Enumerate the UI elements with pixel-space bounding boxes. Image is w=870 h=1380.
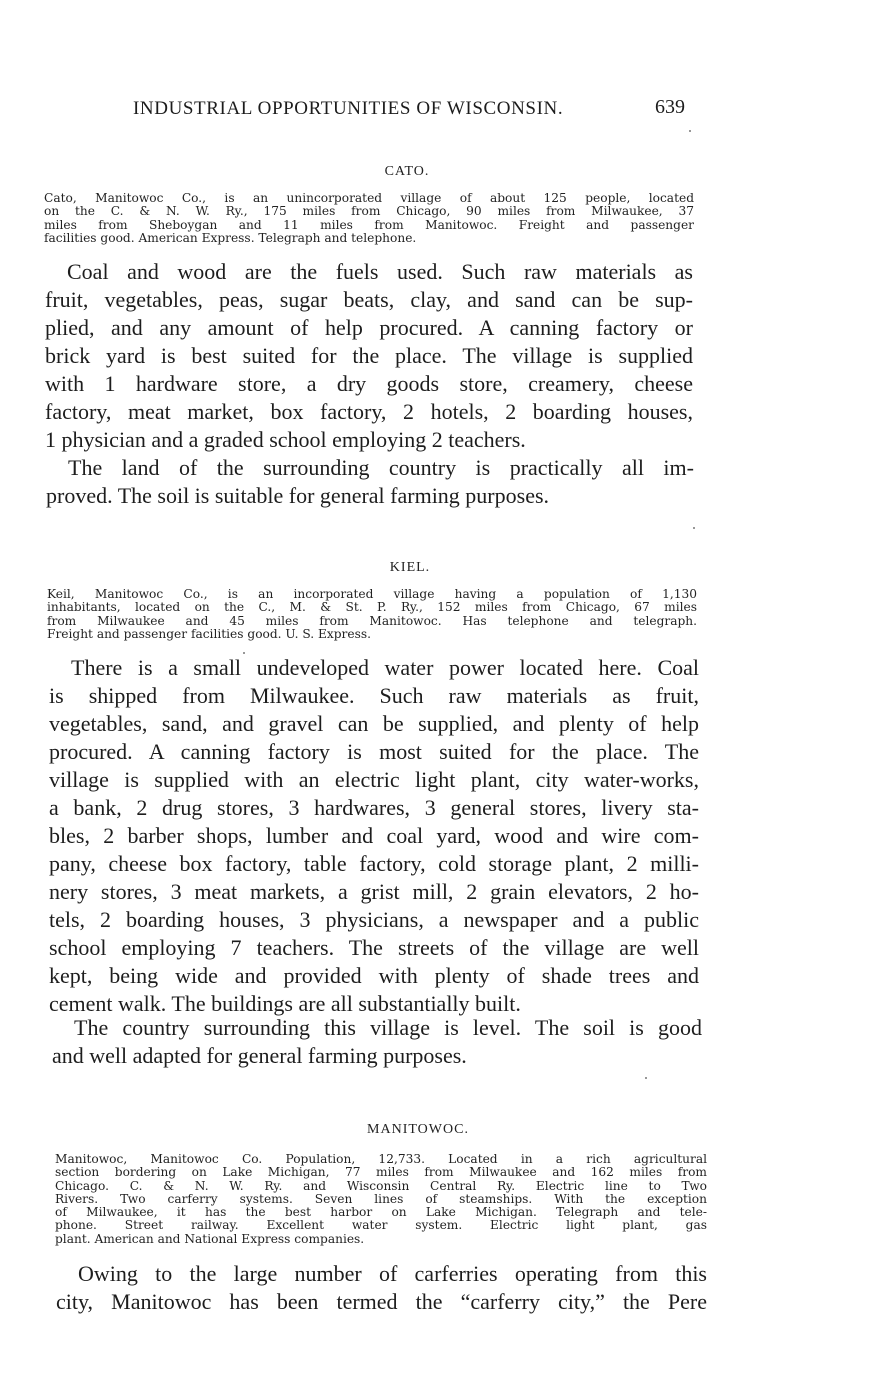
scan-speck [645,1077,647,1079]
running-title: INDUSTRIAL OPPORTUNITIES OF WISCONSIN. [133,98,564,119]
page-number: 639 [655,96,685,118]
text-line: pany, cheese box factory, table factory, cold storage plant, 2 milli- [49,851,699,876]
paragraph-kiel-2 [52,1014,702,1070]
section-heading-manitowoc: MANITOWOC. [367,1122,469,1137]
section-heading-cato: CATO. [384,164,430,179]
text-line: brick yard is best suited for the place. The village is supplied [45,343,693,368]
text-line: There is a small undeveloped water power located here. Coal [71,655,699,680]
info-line: Chicago. C. & N. W. Ry. and Wisconsin Central Ry. Electric line to Two [55,1178,707,1193]
text-line: plied, and any amount of help procured. A canning factory or [45,315,693,340]
text-line: The land of the surrounding country is practically all im- [68,455,694,480]
info-line: phone. Street railway. Excellent water system. Electric light plant, gas [55,1218,707,1233]
info-line: Freight and passenger facilities good. U. S. Express. [47,626,371,641]
paragraph-kiel-1 [49,654,699,1018]
text-line: tels, 2 boarding houses, 3 physicians, a newspaper and a public [49,907,699,932]
text-line: cement walk. The buildings are all substantially built. [49,991,521,1016]
text-line: school employing 7 teachers. The streets of the village are well [49,935,699,960]
text-line: proved. The soil is suitable for general farming purposes. [46,483,550,508]
info-line: section bordering on Lake Michigan, 77 miles from Milwaukee and 162 miles from [55,1165,707,1180]
text-line: factory, meat market, box factory, 2 hotels, 2 boarding houses, [45,399,693,424]
info-line: of Milwaukee, it has the best harbor on Lake Michigan. Telegraph and tele- [55,1205,707,1220]
scan-speck [243,652,245,654]
scan-speck [689,130,691,132]
text-line: city, Manitowoc has been termed the “carferry city,” the Pere [56,1289,707,1314]
info-line: on the C. & N. W. Ry., 175 miles from Chicago, 90 miles from Milwaukee, 37 [44,204,694,219]
info-line: miles from Sheboygan and 11 miles from Manitowoc. Freight and passenger [44,217,694,232]
info-line: Keil, Manitowoc Co., is an incorporated village having a population of 1,130 [47,587,697,601]
info-line: Cato, Manitowoc Co., is an unincorporated village of about 125 people, located [44,191,694,205]
paragraph-cato-1 [45,258,693,454]
text-line: Owing to the large number of carferries operating from this [78,1261,707,1286]
section-info-cato [44,192,694,245]
paragraph-manitowoc-1 [56,1260,707,1316]
text-line: vegetables, sand, and gravel can be supplied, and plenty of help [49,711,699,736]
section-info-kiel [47,588,697,641]
info-line: Manitowoc, Manitowoc Co. Population, 12,733. Located in a rich agricultural [55,1152,707,1166]
info-line: plant. American and National Express companies. [55,1231,365,1246]
info-line: Rivers. Two carferry systems. Seven lines of steamships. With the exception [55,1191,707,1206]
text-line: and well adapted for general farming purposes. [52,1043,467,1068]
info-line: inhabitants, located on the C., M. & St. P. Ry., 152 miles from Chicago, 67 miles [47,600,697,615]
text-line: nery stores, 3 meat markets, a grist mill, 2 grain elevators, 2 ho- [49,879,699,904]
text-line: kept, being wide and provided with plenty of shade trees and [49,963,699,988]
text-line: bles, 2 barber shops, lumber and coal yard, wood and wire com- [49,823,699,848]
text-line: 1 physician and a graded school employing 2 teachers. [45,427,526,452]
text-line: village is supplied with an electric light plant, city water-works, [49,767,699,792]
section-info-manitowoc [55,1153,707,1246]
info-line: from Milwaukee and 45 miles from Manitowoc. Has telephone and telegraph. [47,613,697,628]
text-line: a bank, 2 drug stores, 3 hardwares, 3 general stores, livery sta- [49,795,699,820]
text-line: with 1 hardware store, a dry goods store, creamery, cheese [45,371,693,396]
info-line: facilities good. American Express. Telegraph and telephone. [44,230,417,245]
text-line: is shipped from Milwaukee. Such raw materials as fruit, [49,683,699,708]
text-line: fruit, vegetables, peas, sugar beats, clay, and sand can be sup- [45,287,693,312]
text-line: procured. A canning factory is most suited for the place. The [49,739,699,764]
text-line: Coal and wood are the fuels used. Such raw materials as [67,259,693,284]
section-heading-kiel: KIEL. [389,560,431,575]
scan-speck [693,527,695,529]
text-line: The country surrounding this village is level. The soil is good [74,1015,702,1040]
paragraph-cato-2 [46,454,694,510]
